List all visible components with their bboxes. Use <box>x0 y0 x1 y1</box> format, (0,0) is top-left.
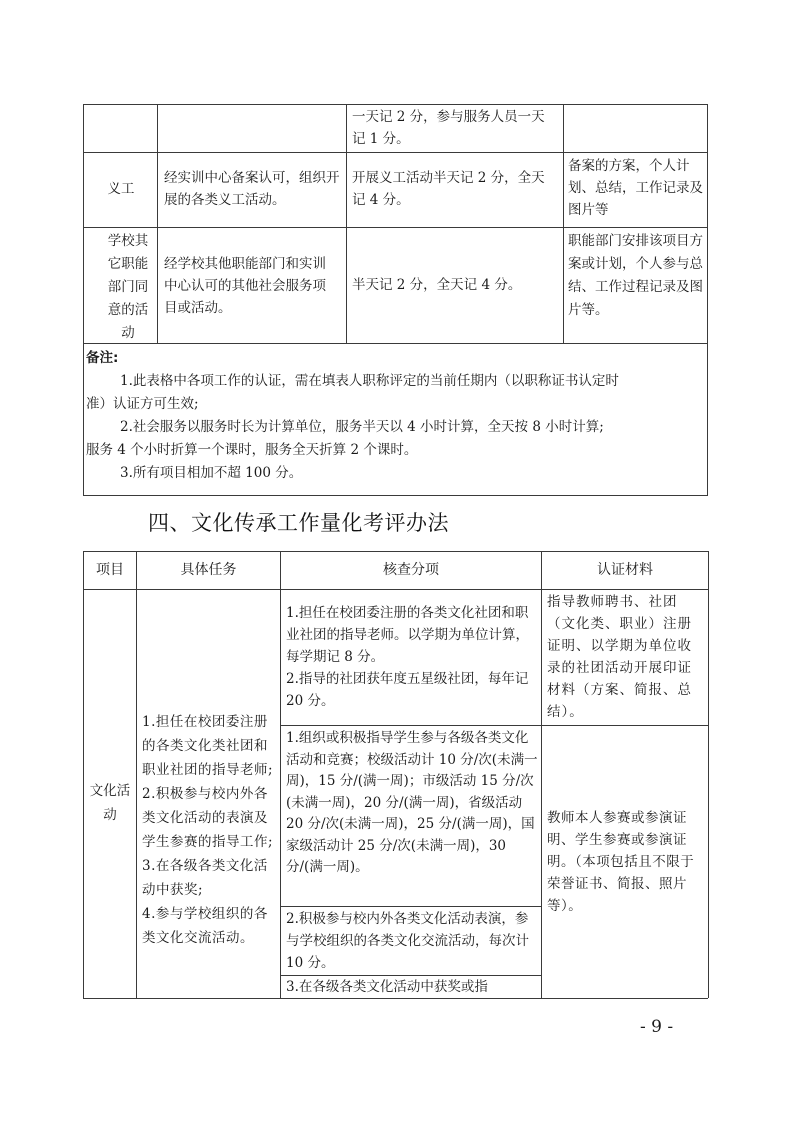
table-row-check: 2.积极参与校内外各类文化活动表演，参与学校组织的各类文化交流活动，每次计 10 分。 <box>286 911 529 971</box>
table-row-item: 义工 <box>107 181 135 197</box>
table-border <box>83 104 708 105</box>
column-header-tasks: 具体任务 <box>180 562 237 578</box>
table-border <box>83 551 84 998</box>
table-border <box>136 551 137 998</box>
page-number: - 9 - <box>640 1017 674 1037</box>
table-border <box>280 906 541 907</box>
table-border <box>707 104 708 495</box>
table-row-tasks: 1.担任在校团委注册的各类文化类社团和职业社团的指导老师; 2.积极参与校内外各类文化活动的表演及学生参赛的指导工作; 3.在各级各类文化活动中获奖; 4.参与学校组织的各类文化交流活动。 <box>142 714 274 946</box>
table-border <box>83 998 708 999</box>
table-border <box>280 551 281 998</box>
table-border <box>280 725 708 726</box>
table-row-materials: 职能部门安排该项目方案或计划，个人参与总结、工作过程记录及图片等。 <box>568 233 703 318</box>
table-border <box>83 495 708 496</box>
table-row-description: 经实训中心备案认可，组织开展的各类义工活动。 <box>164 170 340 208</box>
notes-heading: 备注: <box>86 350 119 366</box>
column-header-item: 项目 <box>96 562 124 578</box>
table-row-item: 文化活动 <box>89 783 131 823</box>
table-border <box>541 551 542 998</box>
table-row-description: 经学校其他职能部门和实训中心认可的其他社会服务项目或活动。 <box>164 256 326 316</box>
table-border <box>83 589 708 590</box>
table-row-materials: 教师本人参赛或参演证明、学生参赛或参演证明。（本项包括且不限于荣誉证书、简报、照片等）。 <box>547 810 695 914</box>
table-border <box>83 227 708 228</box>
table-row-materials: 备案的方案，个人计划、总结，工作记录及图片等 <box>568 158 703 218</box>
note-line: 1.此表格中各项工作的认证，需在填表人职称评定的当前任期内（以职称证书认定时 <box>120 373 619 389</box>
table-border <box>563 104 564 343</box>
table-border <box>83 152 708 153</box>
note-line: 准）认证方可生效; <box>86 396 199 412</box>
table-row-check: 3.在各级各类文化活动中获奖或指 <box>286 979 488 995</box>
table-row-item: 学校其它职能部门同意的活动 <box>107 233 149 341</box>
table-row-check: 1.担任在校团委注册的各类文化社团和职业社团的指导老师。以学期为单位计算，每学期记 8 分。 2.指导的社团获年度五星级社团，每年记 20 分。 <box>286 605 529 709</box>
table-border <box>346 104 347 343</box>
table-row-scoring: 开展义工活动半天记 2 分，全天记 4 分。 <box>352 170 545 208</box>
table-border <box>83 343 708 344</box>
note-line: 服务 4 个小时折算一个课时，服务全天折算 2 个课时。 <box>86 442 418 458</box>
table-row-materials: 指导教师聘书、社团（文化类、职业）注册证明、以学期为单位收录的社团活动开展印证材料（方案、简报、总结）。 <box>547 594 692 720</box>
table-border <box>157 104 158 343</box>
table-row-check: 1.组织或积极指导学生参与各级各类文化活动和竞赛；校级活动计 10 分/次(未满一周)，15 分/(满一周)；市级活动 15 分/次(未满一周)，20 分/(满一周)，省级活动 20 分/次(未满一周)，25 分/(满一周)，国家级活动计 25 分/次(未满一周)，30 分/(满一周)。 <box>286 730 538 875</box>
column-header-checks: 核查分项 <box>383 562 439 578</box>
note-line: 3.所有项目相加不超 100 分。 <box>120 465 303 481</box>
section-title: 四、文化传承工作量化考评办法 <box>148 511 449 535</box>
note-line: 2.社会服务以服务时长为计算单位，服务半天以 4 小时计算，全天按 8 小时计算; <box>120 419 604 435</box>
table-border <box>708 551 709 998</box>
table-row-scoring: 一天记 2 分，参与服务人员一天记 1 分。 <box>352 109 545 147</box>
column-header-materials: 认证材料 <box>597 562 653 578</box>
table-row-scoring: 半天记 2 分，全天记 4 分。 <box>352 277 522 293</box>
table-border <box>83 104 84 495</box>
table-notes <box>86 347 706 485</box>
